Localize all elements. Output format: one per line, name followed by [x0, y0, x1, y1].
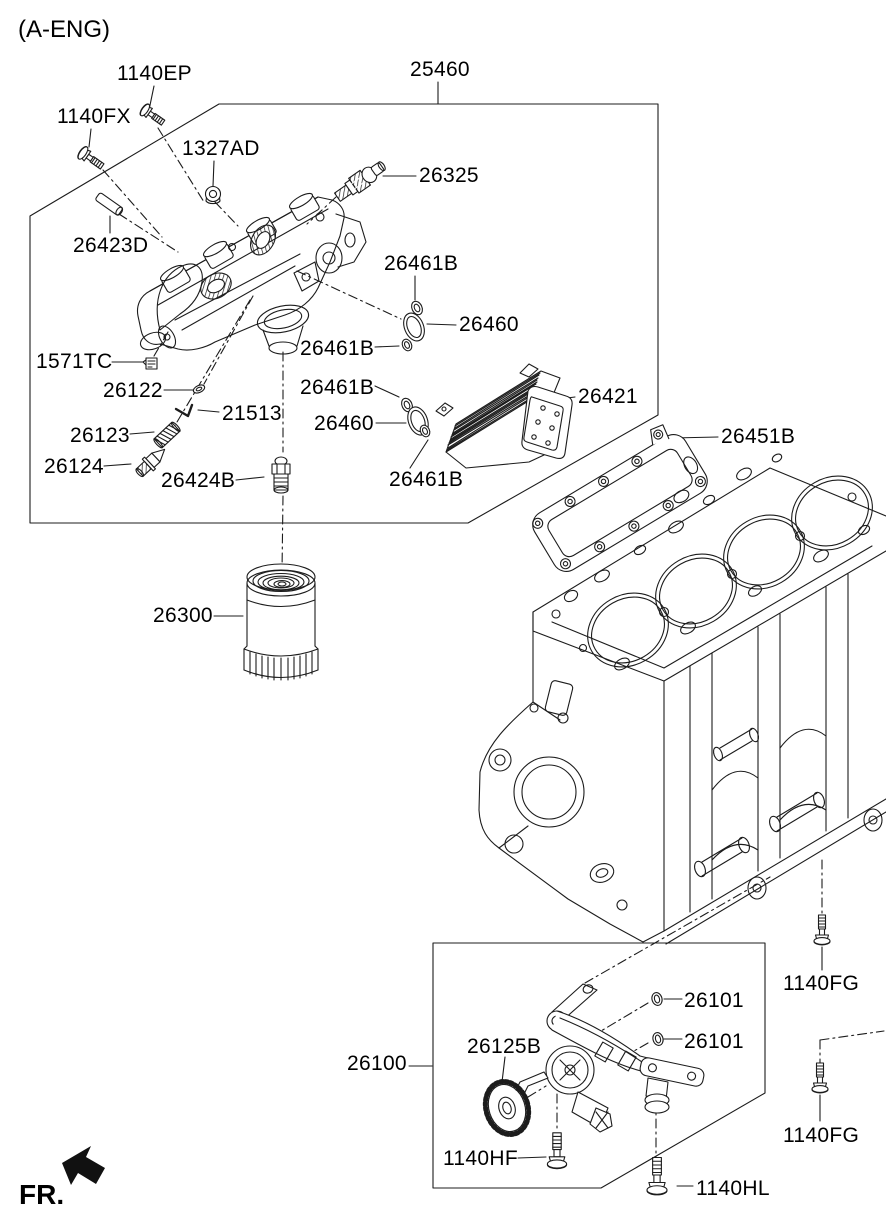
bolt-1140ep-icon — [138, 103, 167, 129]
variant-label: (A-ENG) — [18, 16, 110, 43]
dowel-26423d-icon — [95, 192, 124, 216]
part-label-1140HF[interactable]: 1140HF — [443, 1147, 518, 1170]
part-label-26421[interactable]: 26421 — [578, 385, 638, 408]
part-label-1140FG-1[interactable]: 1140FG — [783, 972, 860, 995]
part-label-26461B-1[interactable]: 26461B — [384, 252, 459, 275]
bolt-1140hl-icon — [647, 1158, 667, 1195]
part-label-26460-1[interactable]: 26460 — [459, 313, 519, 336]
front-marker-label: FR. — [19, 1179, 65, 1210]
part-label-25460[interactable]: 25460 — [410, 58, 470, 81]
part-label-26325[interactable]: 26325 — [419, 164, 479, 187]
part-label-26100[interactable]: 26100 — [347, 1052, 407, 1075]
bolt-1140fx-icon — [76, 145, 106, 172]
spring-26123-icon — [153, 421, 182, 449]
part-label-26123[interactable]: 26123 — [70, 424, 130, 447]
part-label-26125B[interactable]: 26125B — [467, 1035, 542, 1058]
part-label-26451B[interactable]: 26451B — [721, 425, 796, 448]
part-label-26460-2[interactable]: 26460 — [314, 412, 374, 435]
clip-1571tc-icon — [143, 358, 157, 369]
part-label-1327AD[interactable]: 1327AD — [182, 137, 260, 160]
part-label-26122[interactable]: 26122 — [103, 379, 163, 402]
front-direction-arrow — [62, 1146, 105, 1185]
oil-filter-drawing — [244, 564, 318, 680]
part-label-1140FX[interactable]: 1140FX — [57, 105, 131, 128]
part-label-26424B[interactable]: 26424B — [161, 469, 236, 492]
part-label-26101-1[interactable]: 26101 — [684, 989, 744, 1012]
leader-lines — [89, 86, 822, 1186]
part-label-26124[interactable]: 26124 — [44, 455, 104, 478]
union-26424b-icon — [272, 457, 290, 493]
front-case-drawing — [138, 191, 367, 354]
part-label-26461B-4[interactable]: 26461B — [389, 468, 464, 491]
part-label-21513[interactable]: 21513 — [222, 402, 282, 425]
part-label-26461B-3[interactable]: 26461B — [300, 376, 375, 399]
part-label-26423D[interactable]: 26423D — [73, 234, 149, 257]
gasket-26460-1-icon — [400, 310, 428, 344]
oring-26101-2-icon — [651, 1031, 664, 1046]
oil-pump-drawing — [516, 984, 705, 1132]
part-label-1140HL[interactable]: 1140HL — [696, 1177, 770, 1200]
part-label-26300[interactable]: 26300 — [153, 604, 213, 627]
part-label-26101-2[interactable]: 26101 — [684, 1030, 744, 1053]
bolt-1140fg2-icon — [812, 1063, 828, 1093]
oring-26101-1-icon — [650, 991, 663, 1006]
oil-cooler-drawing — [436, 364, 572, 468]
nut-1327ad-icon — [206, 187, 221, 204]
part-label-26461B-2[interactable]: 26461B — [300, 337, 375, 360]
part-label-1140FG-2[interactable]: 1140FG — [783, 1124, 860, 1147]
part-label-1140EP[interactable]: 1140EP — [117, 62, 192, 85]
bolt-1140fg1-icon — [814, 915, 830, 945]
sensor-26325-icon — [332, 157, 389, 204]
part-label-1571TC[interactable]: 1571TC — [36, 350, 113, 373]
bolt-1140hf-icon — [547, 1133, 566, 1169]
oring-26461b-2-icon — [400, 338, 413, 353]
